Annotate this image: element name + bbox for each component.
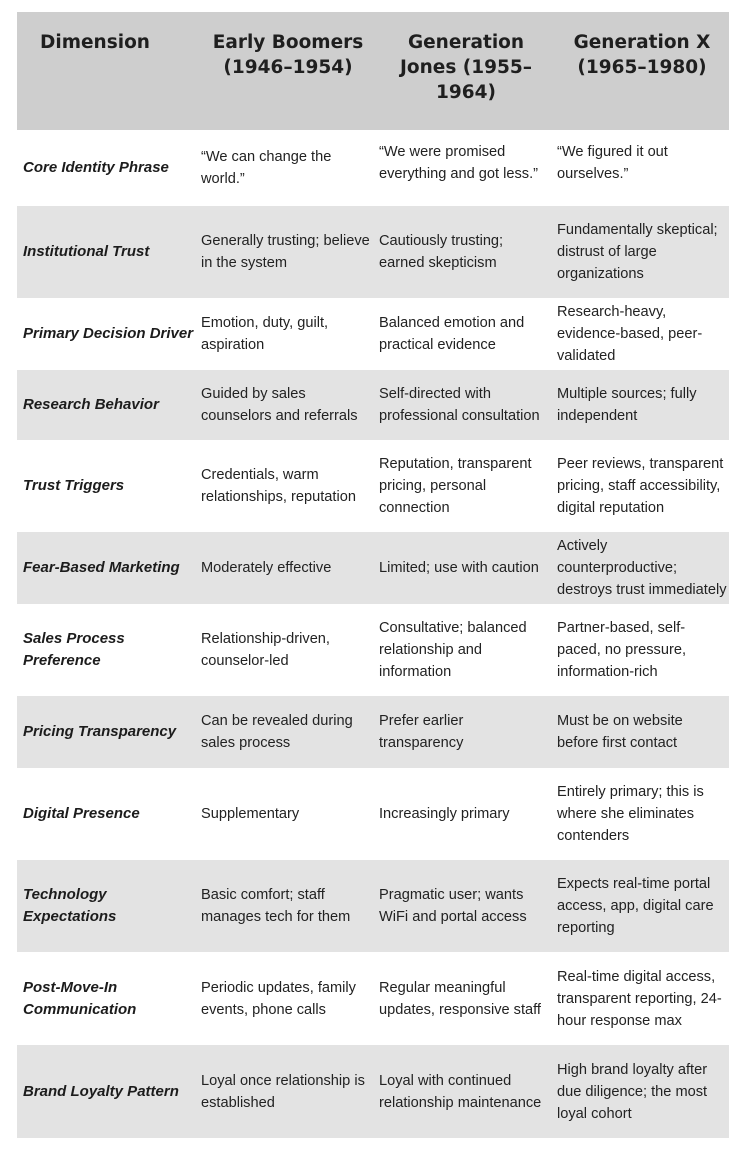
table-row	[17, 130, 729, 206]
cell-early-boomers: Guided by sales counselors and referrals	[201, 386, 358, 424]
cell-early-boomers: Relationship-driven, counselor-led	[201, 631, 330, 669]
cell-generation-jones: Consultative; balanced relationship and information	[379, 620, 527, 680]
table-row	[17, 298, 729, 370]
cell-generation-jones: Pragmatic user; wants WiFi and portal access	[379, 887, 527, 925]
table-row	[17, 696, 729, 768]
cell-generation-x: Research-heavy, evidence-based, peer-validated	[557, 304, 703, 364]
row-dimension: Technology Expectations	[23, 886, 117, 925]
cell-generation-x: Peer reviews, transparent pricing, staff accessibility, digital reputation	[557, 456, 724, 516]
cell-generation-x: Real-time digital access, transparent reporting, 24-hour response max	[557, 968, 722, 1029]
generation-comparison-table	[17, 12, 729, 1140]
cell-generation-x: “We figured it out ourselves.”	[557, 144, 668, 182]
row-dimension: Fear-Based Marketing	[23, 559, 180, 576]
table-row	[17, 532, 729, 604]
cell-early-boomers: Moderately effective	[201, 560, 332, 576]
cell-generation-jones: Cautiously trusting; earned skepticism	[379, 233, 504, 271]
header-generation-jones: Generation Jones (1955–1964)	[400, 32, 532, 103]
table-row	[17, 952, 729, 1045]
row-dimension: Trust Triggers	[23, 477, 125, 494]
cell-early-boomers: Loyal once relationship is established	[201, 1072, 365, 1111]
cell-generation-jones: Regular meaningful updates, responsive staff	[379, 979, 541, 1018]
cell-generation-jones: Loyal with continued relationship maintenance	[379, 1072, 542, 1111]
table-header	[17, 12, 729, 130]
cell-generation-x: Actively counterproductive; destroys trust immediately	[557, 538, 727, 598]
cell-generation-x: Partner-based, self-paced, no pressure, information-rich	[557, 620, 686, 680]
row-dimension: Institutional Trust	[23, 243, 150, 260]
table-row	[17, 604, 729, 696]
row-dimension: Post-Move-In Communication	[23, 978, 137, 1018]
cell-generation-jones: “We were promised everything and got less.”	[379, 144, 538, 182]
table-row	[17, 440, 729, 532]
cell-early-boomers: Basic comfort; staff manages tech for them	[201, 887, 351, 925]
header-early-boomers: Early Boomers (1946–1954)	[212, 32, 364, 78]
cell-generation-jones: Limited; use with caution	[379, 560, 539, 576]
cell-generation-x: Entirely primary; this is where she eliminates contenders	[557, 784, 704, 844]
cell-generation-jones: Prefer earlier transparency	[379, 713, 464, 751]
cell-early-boomers: Generally trusting; believe in the system	[201, 233, 370, 271]
cell-generation-x: Must be on website before first contact	[557, 713, 683, 751]
cell-generation-jones: Increasingly primary	[379, 806, 510, 822]
row-dimension: Digital Presence	[23, 805, 140, 822]
cell-early-boomers: Periodic updates, family events, phone calls	[201, 979, 356, 1018]
row-dimension: Primary Decision Driver	[23, 325, 194, 342]
cell-early-boomers: Can be revealed during sales process	[201, 713, 353, 751]
row-dimension: Pricing Transparency	[23, 723, 177, 740]
row-dimension: Brand Loyalty Pattern	[23, 1082, 179, 1100]
table-row	[17, 1045, 729, 1138]
cell-early-boomers: “We can change the world.”	[201, 149, 332, 187]
cell-early-boomers: Emotion, duty, guilt, aspiration	[201, 315, 329, 353]
cell-generation-x: Fundamentally skeptical; distrust of large organizations	[557, 222, 718, 282]
cell-early-boomers: Supplementary	[201, 806, 300, 822]
cell-generation-x: High brand loyalty after due diligence; the most loyal cohort	[557, 1061, 708, 1122]
cell-generation-x: Expects real-time portal access, app, digital care reporting	[557, 876, 714, 936]
row-dimension: Sales Process Preference	[23, 630, 125, 669]
row-dimension: Core Identity Phrase	[23, 159, 169, 176]
table-row	[17, 860, 729, 952]
table-row	[17, 206, 729, 298]
cell-generation-jones: Self-directed with professional consultation	[379, 386, 540, 424]
row-dimension: Research Behavior	[23, 396, 159, 413]
table-row	[17, 370, 729, 440]
cell-early-boomers: Credentials, warm relationships, reputation	[201, 467, 356, 505]
header-dimension: Dimension	[40, 32, 150, 53]
table-row	[17, 768, 729, 860]
cell-generation-jones: Balanced emotion and practical evidence	[379, 315, 525, 353]
cell-generation-jones: Reputation, transparent pricing, personal connection	[379, 456, 532, 516]
cell-generation-x: Multiple sources; fully independent	[557, 386, 697, 424]
header-generation-x: Generation X (1965–1980)	[573, 32, 711, 78]
